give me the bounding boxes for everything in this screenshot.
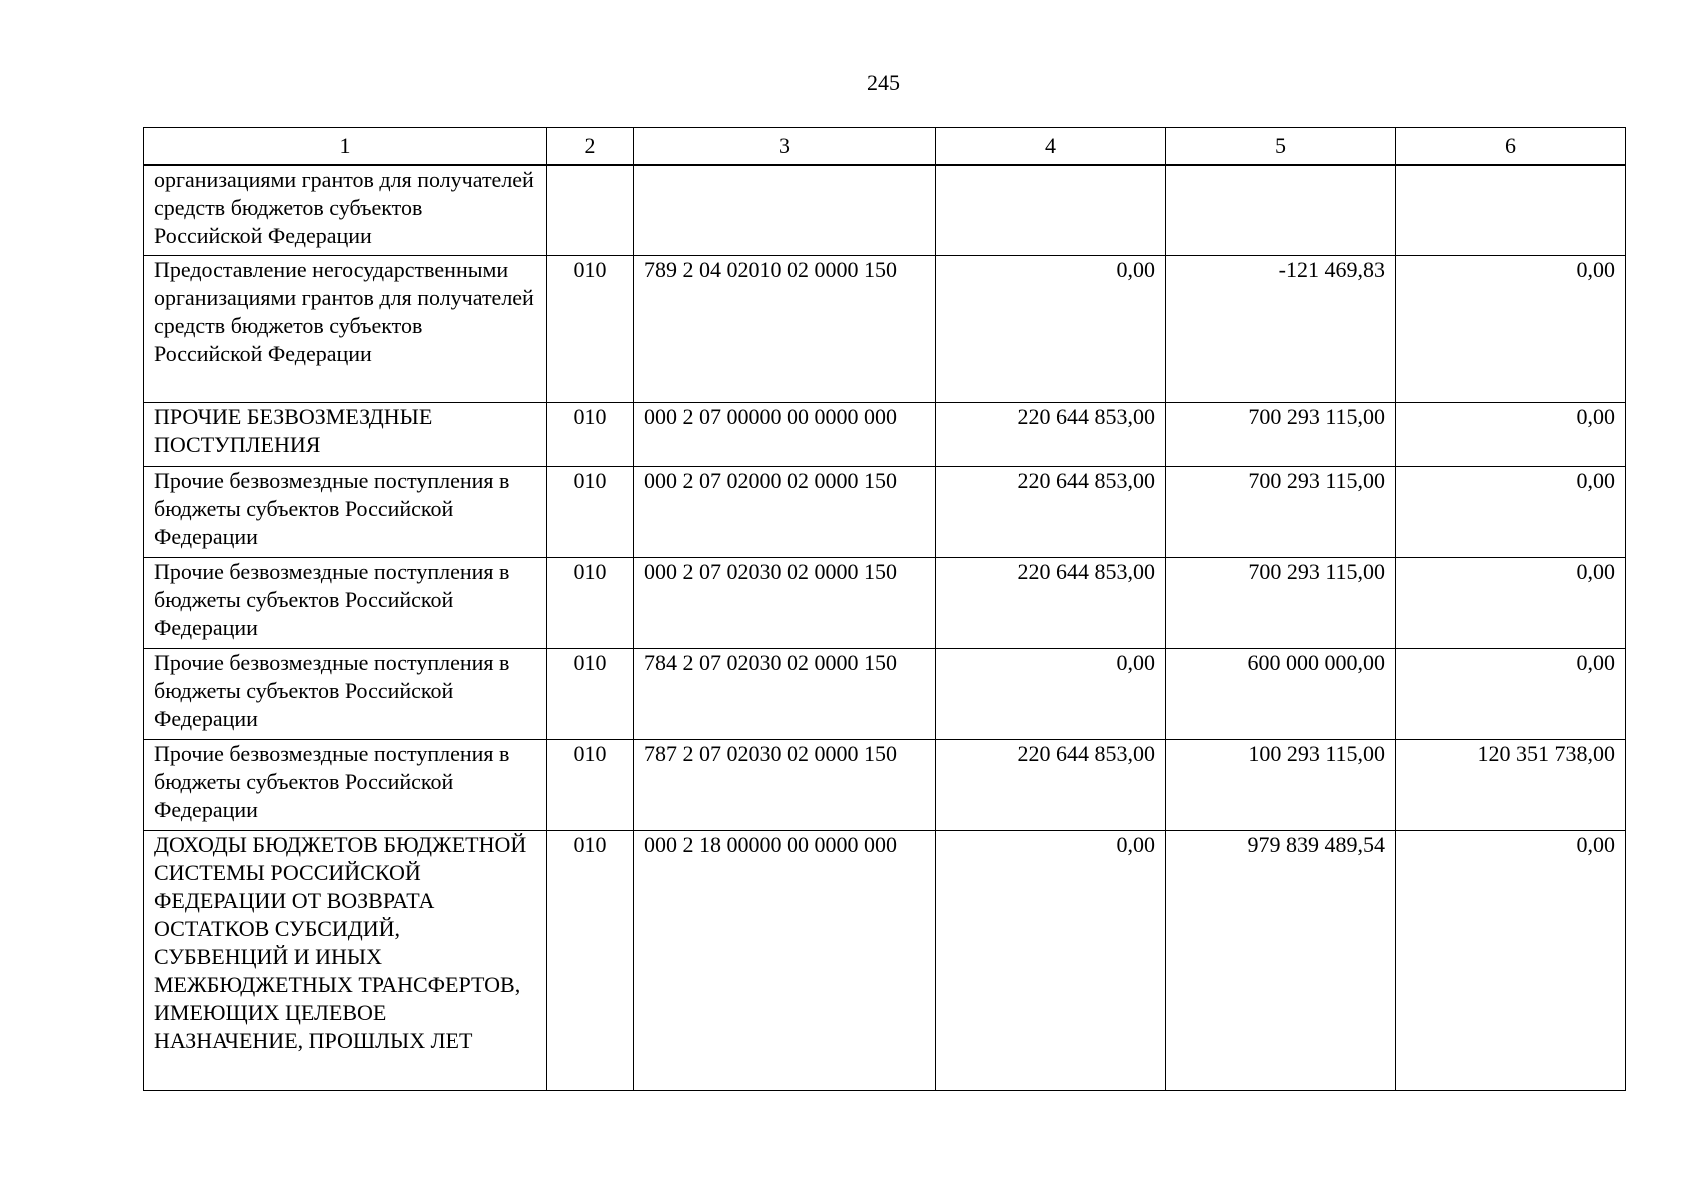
row-name: ПРОЧИЕ БЕЗВОЗМЕЗДНЫЕ ПОСТУПЛЕНИЯ xyxy=(144,403,547,467)
row-kbk: 000 2 18 00000 00 0000 000 xyxy=(634,831,936,1091)
row-value-6: 0,00 xyxy=(1396,467,1626,558)
column-header-2: 2 xyxy=(547,128,634,166)
row-value-5: 600 000 000,00 xyxy=(1166,649,1396,740)
row-code: 010 xyxy=(547,831,634,1091)
table-row xyxy=(144,558,1626,649)
row-kbk: 787 2 07 02030 02 0000 150 xyxy=(634,740,936,831)
column-header-5: 5 xyxy=(1166,128,1396,166)
row-code xyxy=(547,165,634,256)
budget-revenue-table xyxy=(143,127,1626,1091)
row-value-6: 0,00 xyxy=(1396,256,1626,403)
row-value-5: 700 293 115,00 xyxy=(1166,558,1396,649)
table-row xyxy=(144,403,1626,467)
table-row xyxy=(144,649,1626,740)
row-value-5: 979 839 489,54 xyxy=(1166,831,1396,1091)
row-value-6: 0,00 xyxy=(1396,831,1626,1091)
row-value-6 xyxy=(1396,165,1626,256)
row-value-4: 0,00 xyxy=(936,831,1166,1091)
row-name: Прочие безвозмездные поступления в бюджеты субъектов Российской Федерации xyxy=(144,558,547,649)
table-row xyxy=(144,740,1626,831)
row-kbk: 789 2 04 02010 02 0000 150 xyxy=(634,256,936,403)
row-name: Предоставление негосударственными организациями грантов для получателей средств бюджетов субъектов Российской Федерации xyxy=(144,256,547,403)
table-row xyxy=(144,467,1626,558)
row-kbk: 000 2 07 02030 02 0000 150 xyxy=(634,558,936,649)
row-code: 010 xyxy=(547,403,634,467)
row-value-4: 220 644 853,00 xyxy=(936,403,1166,467)
row-name: ДОХОДЫ БЮДЖЕТОВ БЮДЖЕТНОЙ СИСТЕМЫ РОССИЙСКОЙ ФЕДЕРАЦИИ ОТ ВОЗВРАТА ОСТАТКОВ СУБСИДИЙ, СУБВЕНЦИЙ И ИНЫХ МЕЖБЮДЖЕТНЫХ ТРАНСФЕРТОВ, ИМЕЮЩИХ ЦЕЛЕВОЕ НАЗНАЧЕНИЕ, ПРОШЛЫХ ЛЕТ xyxy=(144,831,547,1091)
row-value-4: 220 644 853,00 xyxy=(936,740,1166,831)
row-name: организациями грантов для получателей средств бюджетов субъектов Российской Федерации xyxy=(144,165,547,256)
row-name: Прочие безвозмездные поступления в бюджеты субъектов Российской Федерации xyxy=(144,740,547,831)
column-header-3: 3 xyxy=(634,128,936,166)
row-code: 010 xyxy=(547,649,634,740)
row-value-6: 0,00 xyxy=(1396,403,1626,467)
row-value-5: 100 293 115,00 xyxy=(1166,740,1396,831)
table-row xyxy=(144,165,1626,256)
row-value-4 xyxy=(936,165,1166,256)
row-code: 010 xyxy=(547,740,634,831)
row-code: 010 xyxy=(547,256,634,403)
row-value-5 xyxy=(1166,165,1396,256)
row-value-4: 220 644 853,00 xyxy=(936,558,1166,649)
row-value-4: 0,00 xyxy=(936,649,1166,740)
row-value-5: 700 293 115,00 xyxy=(1166,403,1396,467)
table-header-row xyxy=(144,128,1626,166)
column-header-6: 6 xyxy=(1396,128,1626,166)
column-header-4: 4 xyxy=(936,128,1166,166)
row-value-4: 0,00 xyxy=(936,256,1166,403)
row-code: 010 xyxy=(547,558,634,649)
row-value-4: 220 644 853,00 xyxy=(936,467,1166,558)
row-value-6: 0,00 xyxy=(1396,558,1626,649)
table-row xyxy=(144,831,1626,1091)
row-kbk: 000 2 07 00000 00 0000 000 xyxy=(634,403,936,467)
row-kbk xyxy=(634,165,936,256)
page-number: 245 xyxy=(867,70,900,95)
row-code: 010 xyxy=(547,467,634,558)
row-value-6: 0,00 xyxy=(1396,649,1626,740)
row-name: Прочие безвозмездные поступления в бюджеты субъектов Российской Федерации xyxy=(144,467,547,558)
row-value-6: 120 351 738,00 xyxy=(1396,740,1626,831)
row-kbk: 784 2 07 02030 02 0000 150 xyxy=(634,649,936,740)
row-value-5: -121 469,83 xyxy=(1166,256,1396,403)
row-value-5: 700 293 115,00 xyxy=(1166,467,1396,558)
table-row xyxy=(144,256,1626,403)
column-header-1: 1 xyxy=(144,128,547,166)
row-name: Прочие безвозмездные поступления в бюджеты субъектов Российской Федерации xyxy=(144,649,547,740)
row-kbk: 000 2 07 02000 02 0000 150 xyxy=(634,467,936,558)
